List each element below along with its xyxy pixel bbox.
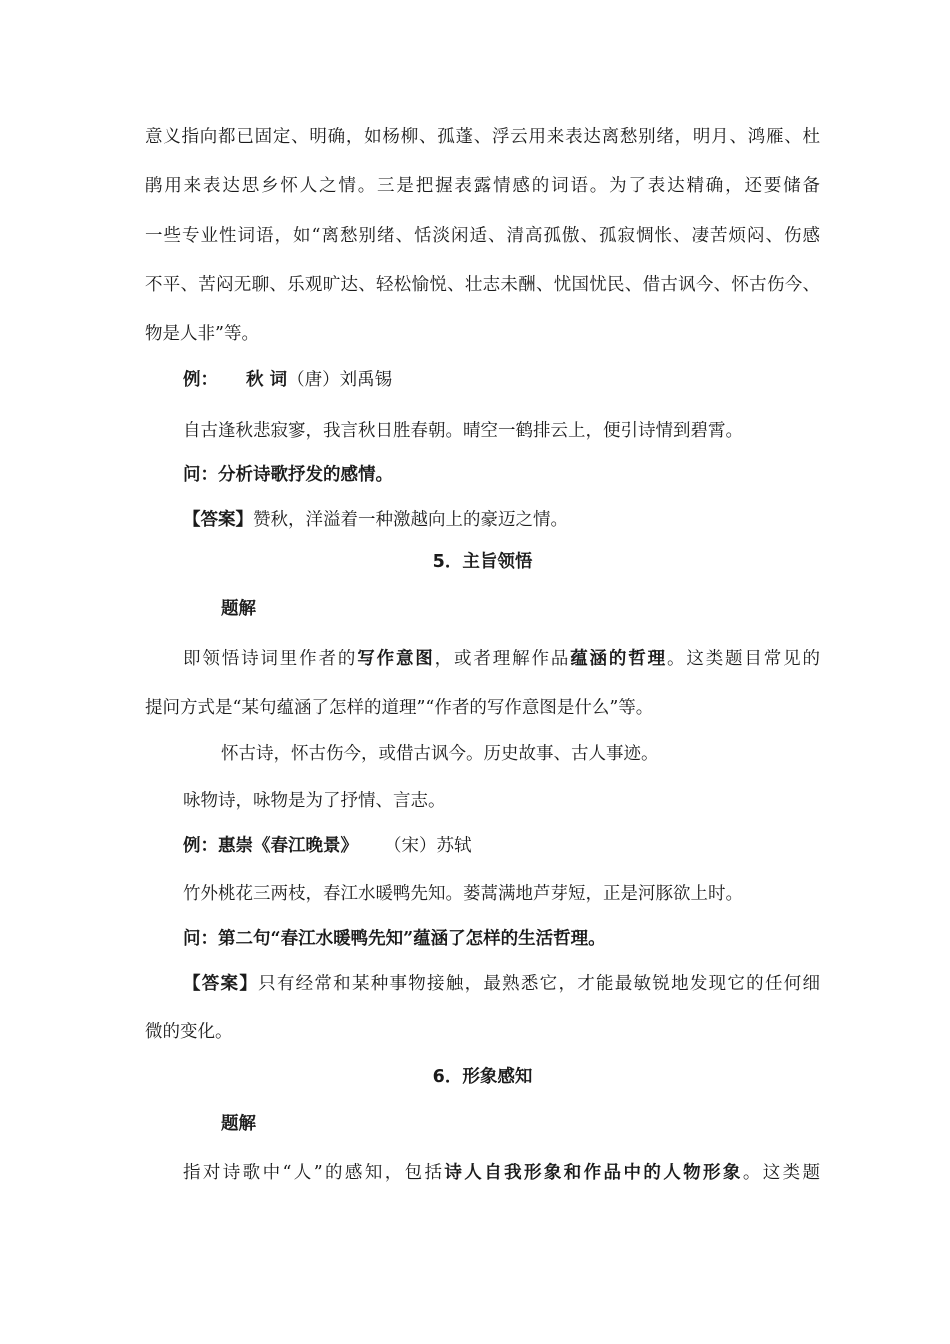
question: 问：第二句“春江水暖鸭先知”蕴涵了怎样的生活哲理。 (183, 929, 606, 949)
section-heading: 5．主旨领悟 (432, 552, 533, 572)
sub-heading: 题解 (221, 1114, 256, 1134)
paragraph-line: 提问方式是“某句蕴涵了怎样的道理”“作者的写作意图是什么”等。 (145, 698, 654, 718)
sub-heading: 题解 (221, 599, 256, 619)
paragraph-line: 即领悟诗词里作者的写作意图，或者理解作品蕴涵的哲理。这类题目常见的 (183, 649, 820, 669)
answer-continuation: 微的变化。 (145, 1022, 233, 1042)
paragraph-line: 怀古诗，怀古伤今，或借古讽今。历史故事、古人事迹。 (221, 744, 659, 764)
paragraph-line: 物是人非”等。 (145, 324, 259, 344)
paragraph-line: 意义指向都已固定、明确，如杨柳、孤蓬、浮云用来表达离愁别绪，明月、鸿雁、杜 (145, 127, 820, 147)
paragraph-line: 指对诗歌中“人”的感知，包括诗人自我形象和作品中的人物形象。这类题 (183, 1163, 820, 1183)
example-label: 例： (183, 370, 218, 390)
poem-author: （宋）苏轼 (384, 836, 472, 856)
poem-text: 自古逢秋悲寂寥，我言秋日胜春朝。晴空一鹤排云上，便引诗情到碧霄。 (183, 421, 743, 441)
section-heading: 6．形象感知 (432, 1067, 533, 1087)
example-heading: 例：惠崇《春江晚景》 （宋）苏轼 (183, 836, 472, 856)
answer-label: 【答案】 (183, 510, 253, 530)
paragraph-line: 咏物诗，咏物是为了抒情、言志。 (183, 791, 446, 811)
answer: 【答案】只有经常和某种事物接触，最熟悉它，才能最敏锐地发现它的任何细 (183, 974, 821, 994)
answer: 【答案】赞秋，洋溢着一种激越向上的豪迈之情。 (183, 510, 568, 530)
paragraph-line: 不平、苦闷无聊、乐观旷达、轻松愉悦、壮志未酬、忧国忧民、借古讽今、怀古伤今、 (145, 275, 820, 295)
question: 问：分析诗歌抒发的感情。 (183, 465, 393, 485)
answer-label: 【答案】 (183, 974, 259, 994)
poem-text: 竹外桃花三两枝，春江水暖鸭先知。蒌蒿满地芦芽短，正是河豚欲上时。 (183, 884, 743, 904)
example-heading (183, 366, 820, 394)
poem-author: （唐）刘禹锡 (287, 370, 393, 390)
poem-title: 秋 词 (246, 370, 288, 390)
paragraph-line: 一些专业性词语，如“离愁别绪、恬淡闲适、清高孤傲、孤寂惆怅、凄苦烦闷、伤感 (145, 226, 820, 246)
paragraph-line: 鹃用来表达思乡怀人之情。三是把握表露情感的词语。为了表达精确，还要储备 (145, 176, 820, 196)
